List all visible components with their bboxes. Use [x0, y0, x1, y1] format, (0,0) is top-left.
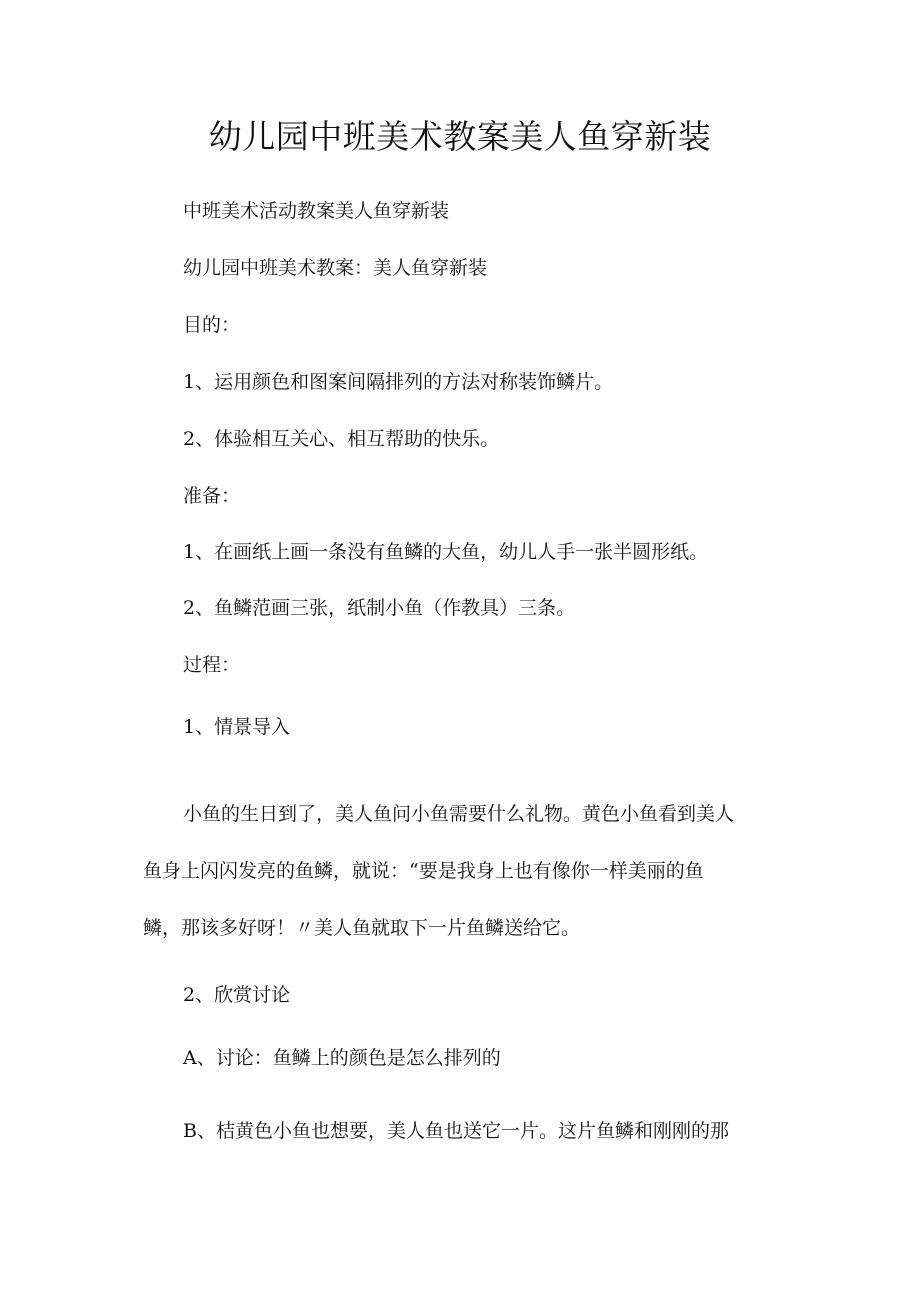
preparation-item-2: 2、鱼鳞范画三张，纸制小鱼（作教具）三条。	[183, 597, 576, 619]
goal-item-2: 2、体验相互关心、相互帮助的快乐。	[183, 428, 500, 450]
discussion-item-b: B、桔黄色小鱼也想要，美人鱼也送它一片。这片鱼鳞和刚刚的那	[183, 1120, 729, 1142]
section-heading-goal: 目的：	[183, 314, 241, 336]
goal-item-1: 1、运用颜色和图案间隔排列的方法对称装饰鳞片。	[183, 371, 614, 393]
process-step-2: 2、欣赏讨论	[183, 984, 291, 1006]
section-heading-preparation: 准备：	[183, 485, 241, 507]
process-step-1: 1、情景导入	[183, 716, 291, 738]
paragraph-line: 鱼身上闪闪发亮的鱼鳞，就说：“要是我身上也有像你一样美丽的鱼	[143, 860, 704, 882]
preparation-item-1: 1、在画纸上画一条没有鱼鳞的大鱼，幼儿人手一张半圆形纸。	[183, 541, 709, 563]
lesson-name-line: 幼儿园中班美术教案：美人鱼穿新装	[183, 257, 488, 279]
paragraph-line: 鳞，那该多好呀！〃美人鱼就取下一片鱼鳞送给它。	[143, 917, 581, 939]
discussion-item-a: A、讨论：鱼鳞上的颜色是怎么排列的	[183, 1047, 501, 1069]
document-title: 幼儿园中班美术教案美人鱼穿新装	[208, 117, 712, 156]
paragraph-line: 小鱼的生日到了，美人鱼问小鱼需要什么礼物。黄色小鱼看到美人	[183, 803, 735, 825]
section-heading-process: 过程：	[183, 654, 241, 676]
subtitle-line: 中班美术活动教案美人鱼穿新装	[183, 200, 450, 222]
